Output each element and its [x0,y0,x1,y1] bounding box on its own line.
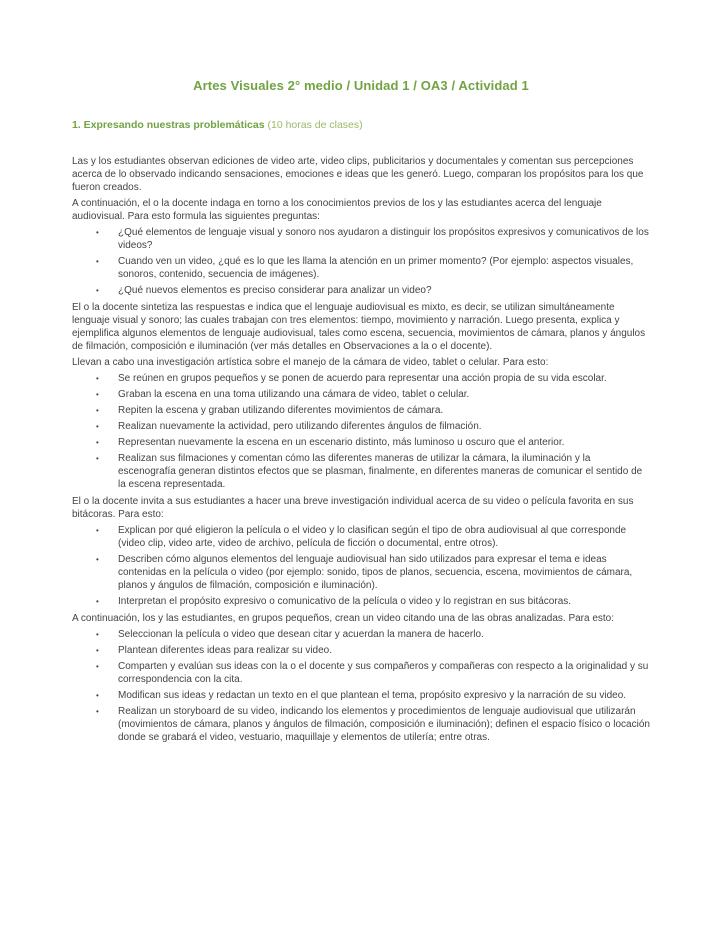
paragraph: Llevan a cabo una investigación artística sobre el manejo de la cámara de video, tablet o celular. Para esto: [72,357,549,368]
bullet-icon: • [96,390,99,399]
bullet-item [96,372,650,385]
bullet-item [96,420,650,433]
bullet-item [96,452,650,491]
bullet-text: Realizan sus filmaciones y comentan cómo las diferentes maneras de utilizar la cámara, la iluminación y la escenografía generan distintos efectos que se plasman, finalmente, en diferentes maneras de comunicar el sentido de la escena representada. [118,453,643,490]
bullet-item [96,644,650,657]
bullet-icon: • [96,662,99,671]
bullet-item [96,705,650,744]
bullet-list [72,372,650,491]
bullet-icon: • [96,257,99,266]
bullet-item [96,524,650,550]
bullet-icon: • [96,406,99,415]
bullet-text: Explican por qué eligieron la película o el video y lo clasifican según el tipo de obra audiovisual al que corresponde (video clip, video arte, video de archivo, película de ficción o documental, entre otros). [118,525,627,549]
bullet-icon: • [96,374,99,383]
bullet-text: Realizan nuevamente la actividad, pero utilizando diferentes ángulos de filmación. [118,421,482,432]
bullet-text: Plantean diferentes ideas para realizar su video. [118,645,333,656]
bullet-text: Repiten la escena y graban utilizando diferentes movimientos de cámara. [118,405,444,416]
paragraph: El o la docente invita a sus estudiantes a hacer una breve investigación individual acerca de su video o película favorita en sus bitácoras. Para esto: [72,496,634,520]
bullet-text: Cuando ven un video, ¿qué es lo que les llama la atención en un primer momento? (Por ejemplo: aspectos visuales, sonoros, contenido, secuencia de imágenes). [118,256,634,280]
bullet-icon: • [96,438,99,447]
bullet-icon: • [96,422,99,431]
bullet-item [96,553,650,592]
bullet-text: Describen cómo algunos elementos del lenguaje audiovisual han sido utilizados para expresar el tema e ideas contenidas en la película o video (por ejemplo: sonido, tipos de planos, secuencia, escena, movimientos de cámara, planos y ángulos de filmación, composición e iluminación). [118,554,633,591]
bullet-icon: • [96,526,99,535]
bullet-text: Se reúnen en grupos pequeños y se ponen de acuerdo para representar una acción propia de su vida escolar. [118,373,607,384]
bullet-item [96,284,650,297]
bullet-item [96,436,650,449]
bullet-icon: • [96,228,99,237]
paragraph: A continuación, el o la docente indaga en torno a los conocimientos previos de los y las estudiantes acerca del lenguaje audiovisual. Para esto formula las siguientes preguntas: [72,198,602,222]
section-heading-hours: (10 horas de clases) [264,119,363,131]
paragraph: Las y los estudiantes observan ediciones de video arte, video clips, publicitarios y documentales y comentan sus percepciones acerca de lo observado indicando sensaciones, emociones e ideas que les generó. Luego, comparan los propósitos para los que fueron creados. [72,156,644,193]
section-heading-main: 1. Expresando nuestras problemáticas [72,119,265,131]
bullet-icon: • [96,630,99,639]
bullet-item [96,689,650,702]
bullet-item [96,595,650,608]
bullet-text: Representan nuevamente la escena en un escenario distinto, más luminoso u oscuro que el anterior. [118,437,565,448]
bullet-text: ¿Qué nuevos elementos es preciso considerar para analizar un video? [118,285,432,296]
bullet-text: Seleccionan la película o video que desean citar y acuerdan la manera de hacerlo. [118,629,484,640]
bullet-text: Graban la escena en una toma utilizando una cámara de video, tablet o celular. [118,389,470,400]
bullet-item [96,404,650,417]
paragraph: A continuación, los y las estudiantes, en grupos pequeños, crean un video citando una de las obras analizadas. Para esto: [72,613,615,624]
bullet-item [96,628,650,641]
bullet-icon: • [96,454,99,463]
bullet-list [72,628,650,744]
bullet-text: Modifican sus ideas y redactan un texto en el que plantean el tema, propósito expresivo y la narración de su video. [118,690,627,701]
bullet-icon: • [96,286,99,295]
bullet-icon: • [96,707,99,716]
bullet-text: ¿Qué elementos de lenguaje visual y sonoro nos ayudaron a distinguir los propósitos expresivos y comunicativos de los videos? [118,227,649,251]
bullet-text: Comparten y evalúan sus ideas con la o el docente y sus compañeros y compañeras con respecto a la originalidad y su correspondencia con la cita. [118,661,649,685]
bullet-list [72,524,650,608]
paragraph: El o la docente sintetiza las respuestas e indica que el lenguaje audiovisual es mixto, es decir, se utilizan simultáneamente lenguaje visual y sonoro; las cuales trabajan con tres elementos: tiempo, movimiento y narración. Luego presenta, explica y ejemplifica algunos elementos de lenguaje audiovisual, tales como escena, secuencia, movimientos de cámara, planos y ángulos de filmación, composición e iluminación (ver más detalles en Observaciones a la o el docente). [72,302,646,352]
bullet-item [96,388,650,401]
bullet-icon: • [96,691,99,700]
bullet-text: Realizan un storyboard de su video, indicando los elementos y procedimientos de lenguaje audiovisual que utilizarán (movimientos de cámara, planos y ángulos de filmación, composición e iluminación); definen el espacio físico o locación donde se grabará el video, vestuario, maquillaje y elementos de utilería; entre otras. [118,706,650,743]
bullet-item [96,660,650,686]
bullet-text: Interpretan el propósito expresivo o comunicativo de la película o video y lo registran en sus bitácoras. [118,596,572,607]
bullet-list [72,226,650,297]
bullet-item [96,226,650,252]
document-body [72,155,650,744]
section-heading [72,119,650,131]
bullet-icon: • [96,555,99,564]
bullet-item [96,255,650,281]
bullet-icon: • [96,597,99,606]
page-title: Artes Visuales 2° medio / Unidad 1 / OA3 / Actividad 1 [193,78,529,93]
bullet-icon: • [96,646,99,655]
